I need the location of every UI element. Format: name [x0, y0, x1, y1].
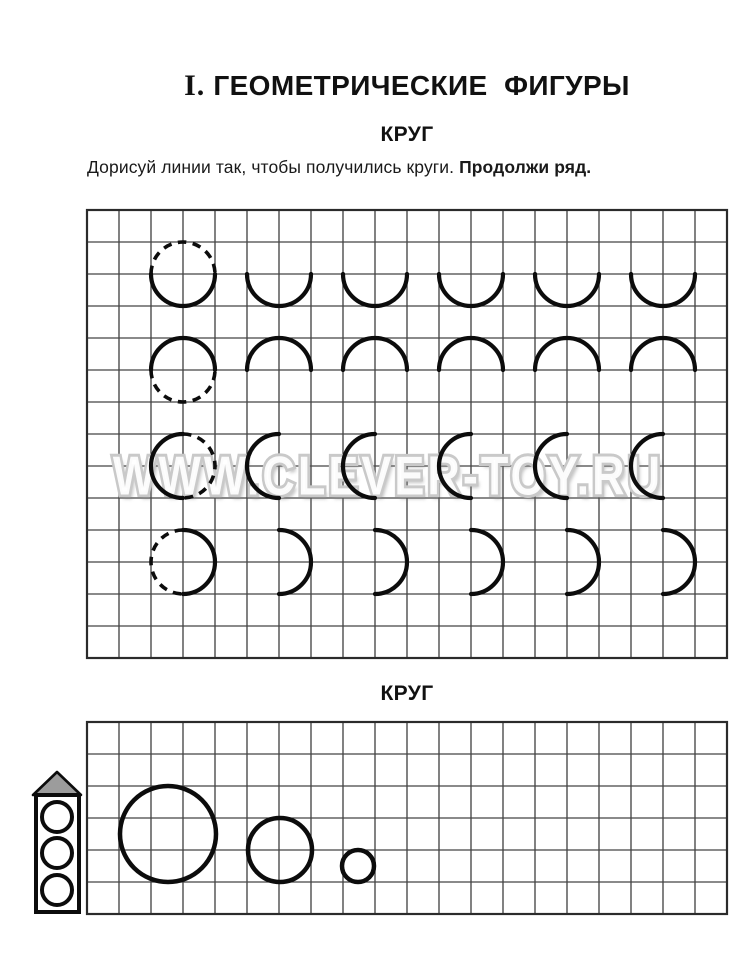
practice-arc-left-half	[247, 434, 279, 498]
section1-heading: КРУГ	[380, 123, 434, 146]
sample-circle	[342, 850, 374, 882]
pattern-row-left-half	[151, 434, 663, 498]
title-word-2: ФИГУРЫ	[504, 70, 630, 101]
exercise2-grid	[87, 722, 727, 914]
sample-circles-row	[120, 786, 374, 882]
title-word-1: ГЕОМЕТРИЧЕСКИЕ	[213, 70, 488, 101]
traffic-light-lamp	[42, 875, 72, 905]
pattern-row-right-half	[151, 530, 695, 594]
traffic-light-lamp	[42, 838, 72, 868]
pattern-row-top-half	[151, 338, 695, 402]
model-circle-dashed-half	[183, 434, 215, 498]
instruction-bold-text: Продолжи ряд.	[459, 157, 592, 177]
practice-arc-bottom-half	[631, 274, 695, 306]
model-circle-dashed-half	[151, 370, 215, 402]
practice-arc-left-half	[343, 434, 375, 498]
practice-arc-right-half	[663, 530, 695, 594]
sample-circle	[248, 818, 312, 882]
traffic-light-roof	[33, 772, 81, 795]
model-circle-dashed-half	[151, 530, 183, 594]
practice-arc-left-half	[439, 434, 471, 498]
practice-arc-bottom-half	[535, 274, 599, 306]
traffic-light-lamp	[42, 802, 72, 832]
pattern-row-bottom-half	[151, 242, 695, 306]
practice-arc-left-half	[535, 434, 567, 498]
practice-arc-bottom-half	[343, 274, 407, 306]
traffic-light-icon	[33, 772, 81, 912]
instruction-normal-text: Дорисуй линии так, чтобы получились круги.	[87, 157, 455, 177]
practice-arc-top-half	[343, 338, 407, 370]
practice-arc-bottom-half	[439, 274, 503, 306]
task-instruction	[87, 157, 727, 178]
model-circle-solid-half	[151, 434, 183, 498]
practice-arc-top-half	[247, 338, 311, 370]
practice-arc-top-half	[439, 338, 503, 370]
model-circle-solid-half	[183, 530, 215, 594]
traffic-light-body	[36, 795, 79, 912]
watermark-text: WWW.CLEVER-TOY.RU WWW.CLEVER-TOY.RU	[88, 446, 688, 507]
practice-arc-bottom-half	[247, 274, 311, 306]
practice-arc-left-half	[631, 434, 663, 498]
practice-arc-right-half	[279, 530, 311, 594]
exercise1-grid	[87, 210, 727, 658]
practice-arc-top-half	[631, 338, 695, 370]
section2-heading: КРУГ	[380, 682, 434, 705]
sample-circle	[120, 786, 216, 882]
practice-arc-right-half	[471, 530, 503, 594]
page-title	[57, 69, 755, 103]
model-circle-dashed-half	[151, 242, 215, 274]
practice-arc-right-half	[567, 530, 599, 594]
model-circle-solid-half	[151, 274, 215, 306]
model-circle-solid-half	[151, 338, 215, 370]
chapter-numeral: I.	[184, 69, 206, 102]
practice-arc-right-half	[375, 530, 407, 594]
practice-arc-top-half	[535, 338, 599, 370]
